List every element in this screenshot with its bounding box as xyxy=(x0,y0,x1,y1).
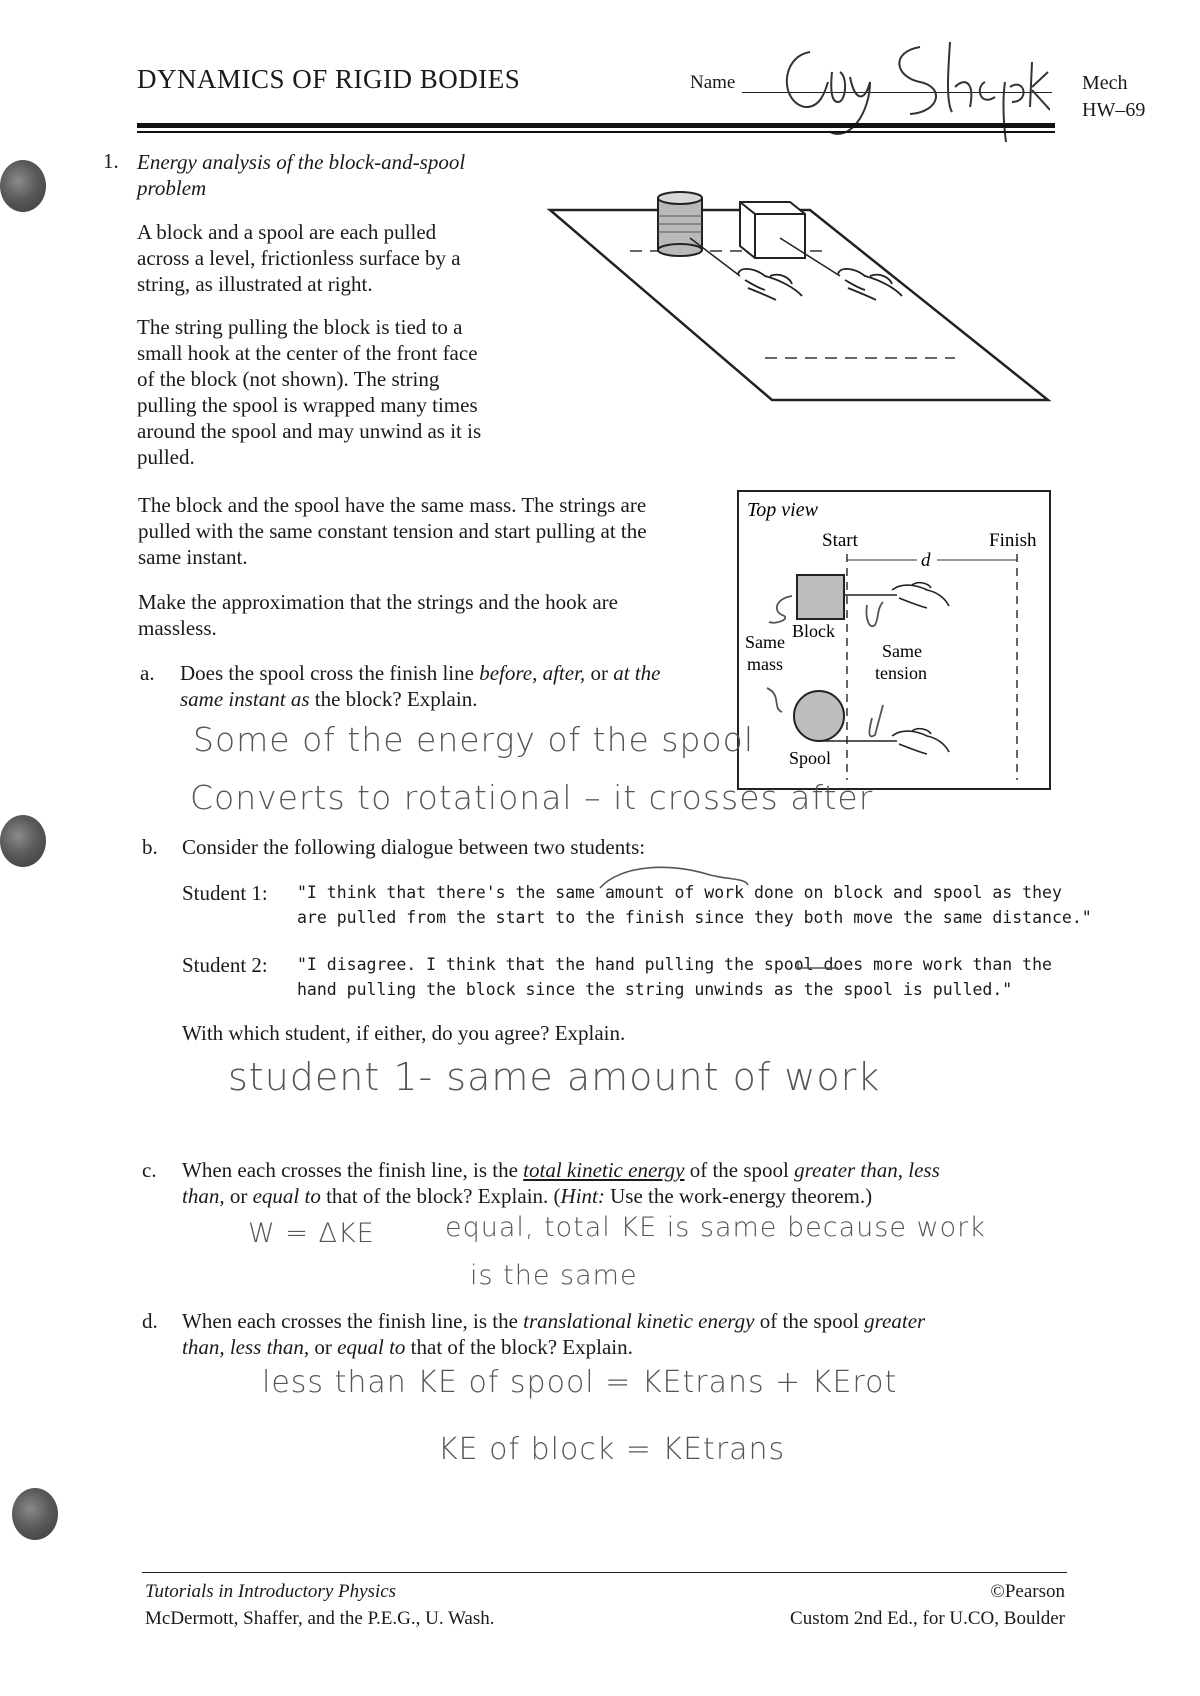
problem-number: 1. xyxy=(103,149,119,173)
name-label: Name xyxy=(690,72,736,93)
statement-line: "I disagree. I think that the hand pulling the spool does more work than the xyxy=(297,955,1052,974)
footer-right xyxy=(760,1578,1065,1632)
text-line: massless. xyxy=(138,616,217,640)
text: or xyxy=(224,1184,253,1208)
text: of the spool xyxy=(684,1158,795,1182)
text-line: pulled. xyxy=(137,445,195,469)
part-d-answer-line-1: less than KE of spool = KEtrans + KErot xyxy=(262,1365,898,1400)
start-label: Start xyxy=(822,530,858,551)
book-title: Tutorials in Introductory Physics xyxy=(145,1581,397,1602)
intro-paragraph-2 xyxy=(137,314,481,470)
part-b-answer: student 1- same amount of work xyxy=(228,1055,881,1099)
spool-top xyxy=(794,691,844,741)
course-name: Mech xyxy=(1082,72,1128,94)
part-d-question xyxy=(182,1308,925,1360)
intro-paragraph-1 xyxy=(137,219,461,297)
text-line: string, as illustrated at right. xyxy=(137,272,373,296)
statement-line: hand pulling the block since the string unwinds as the spool is pulled." xyxy=(297,980,1013,999)
part-b-label: b. xyxy=(142,835,158,859)
text: of the spool xyxy=(754,1309,865,1333)
problem-title-line: problem xyxy=(137,176,207,200)
text-line: The string pulling the block is tied to a xyxy=(137,315,463,339)
part-a-label: a. xyxy=(140,661,155,685)
block-label: Block xyxy=(792,621,835,641)
same-mass-label: mass xyxy=(747,654,783,674)
emphasis: equal to xyxy=(252,1184,321,1208)
spool-3d xyxy=(658,192,702,256)
left-hand-icon xyxy=(738,269,802,300)
emphasis: translational kinetic energy xyxy=(523,1309,755,1333)
text-line: across a level, frictionless surface by a xyxy=(137,246,461,270)
student-2-label: Student 2: xyxy=(182,953,268,977)
part-d-label: d. xyxy=(142,1309,158,1333)
punch-hole-top xyxy=(0,160,46,212)
emphasis: greater xyxy=(864,1309,926,1333)
problem-title xyxy=(137,149,465,201)
text-line: The block and the spool have the same mass. The strings are xyxy=(138,493,647,517)
publisher: ©Pearson xyxy=(990,1581,1065,1602)
problem-title-line: Energy analysis of the block-and-spool xyxy=(137,150,466,174)
text-line: A block and a spool are each pulled xyxy=(137,220,437,244)
part-c-formula: W = ΔKE xyxy=(248,1218,375,1249)
handwritten-marks-b xyxy=(580,850,1000,1000)
course-label xyxy=(1082,70,1145,124)
text-line: same instant. xyxy=(138,545,248,569)
emphasis: before, after, xyxy=(479,661,586,685)
text-line: pulled with the same constant tension and start pulling at the xyxy=(138,519,647,543)
part-c-label: c. xyxy=(142,1158,157,1182)
distance-label: d xyxy=(921,550,931,571)
spool-label: Spool xyxy=(789,748,832,768)
part-d-answer-line-2: KE of block = KEtrans xyxy=(438,1432,786,1467)
text: or xyxy=(585,661,614,685)
emphasis: same instant as xyxy=(180,687,310,711)
bottom-hand-icon xyxy=(892,729,949,754)
top-view-diagram xyxy=(737,490,1052,792)
header-rule-thick xyxy=(137,123,1055,128)
part-c-answer-line-1: equal, total KE is same because work xyxy=(445,1212,986,1243)
statement-line: are pulled from the start to the finish since they both move the same distance." xyxy=(297,908,1092,927)
edition: Custom 2nd Ed., for U.CO, Boulder xyxy=(790,1608,1065,1629)
question-line xyxy=(180,660,660,686)
same-tension-label: tension xyxy=(875,663,927,683)
part-a-answer-line-1: Some of the energy of the spool xyxy=(193,720,754,759)
text-line: of the block (not shown). The string xyxy=(137,367,440,391)
intro-paragraph-3 xyxy=(138,492,647,570)
same-tension-label: Same xyxy=(882,641,922,661)
part-c-answer-line-2: is the same xyxy=(470,1260,638,1291)
block-top xyxy=(797,575,844,619)
question-line xyxy=(182,1308,925,1334)
text-line: Make the approximation that the strings and the hook are xyxy=(138,590,618,614)
text-line: around the spool and may unwind as it is xyxy=(137,419,482,443)
book-authors: McDermott, Shaffer, and the P.E.G., U. Wash. xyxy=(145,1608,495,1629)
question-line xyxy=(180,686,660,712)
emphasis: equal to xyxy=(337,1335,406,1359)
finish-label: Finish xyxy=(989,530,1037,551)
intro-paragraph-4 xyxy=(138,589,618,641)
block-spool-illustration xyxy=(540,188,1060,408)
emphasis: than, less than, xyxy=(182,1335,310,1359)
text-line: small hook at the center of the front face xyxy=(137,341,478,365)
part-a-answer-line-2: Converts to rotational – it crosses after xyxy=(190,778,874,817)
text: or xyxy=(309,1335,338,1359)
top-view-title: Top view xyxy=(747,499,818,521)
text: the block? Explain. xyxy=(309,687,478,711)
top-hand-icon xyxy=(892,583,949,608)
text: When each crosses the finish line, is the xyxy=(182,1158,524,1182)
part-a-question xyxy=(180,660,660,712)
text: Does the spool cross the finish line xyxy=(180,661,480,685)
page-title: DYNAMICS OF RIGID BODIES xyxy=(137,64,521,94)
punch-hole-bottom xyxy=(12,1488,58,1540)
punch-hole-middle xyxy=(0,815,46,867)
emphasis: Hint: xyxy=(560,1184,605,1208)
student-1-label: Student 1: xyxy=(182,881,268,905)
spool-string xyxy=(690,238,740,276)
question-line xyxy=(182,1334,925,1360)
text: that of the block? Explain. xyxy=(405,1335,633,1359)
statement-line: "I think that there's the same amount of work done on block and spool as they xyxy=(297,883,1062,902)
emphasis: greater than, less xyxy=(794,1158,940,1182)
text: that of the block? Explain. ( xyxy=(320,1184,561,1208)
right-hand-icon xyxy=(838,269,902,300)
footer-rule xyxy=(142,1572,1067,1573)
emphasis: than, xyxy=(182,1184,225,1208)
header-rule-thin xyxy=(137,131,1055,133)
text-line: pulling the spool is wrapped many times xyxy=(137,393,478,417)
same-mass-label: Same xyxy=(745,632,785,652)
text: When each crosses the finish line, is the xyxy=(182,1309,524,1333)
block-3d xyxy=(740,202,805,258)
footer-left xyxy=(145,1578,495,1632)
question-line xyxy=(182,1157,940,1183)
homework-number: HW–69 xyxy=(1082,99,1146,121)
question-line xyxy=(182,1183,940,1209)
part-b-question: With which student, if either, do you agree? Explain. xyxy=(182,1021,626,1045)
text: Use the work-energy theorem.) xyxy=(604,1184,873,1208)
part-b-intro: Consider the following dialogue between two students: xyxy=(182,835,646,859)
part-c-question xyxy=(182,1157,940,1209)
emphasis: at the xyxy=(613,661,661,685)
emphasis: total kinetic energy xyxy=(523,1158,685,1182)
